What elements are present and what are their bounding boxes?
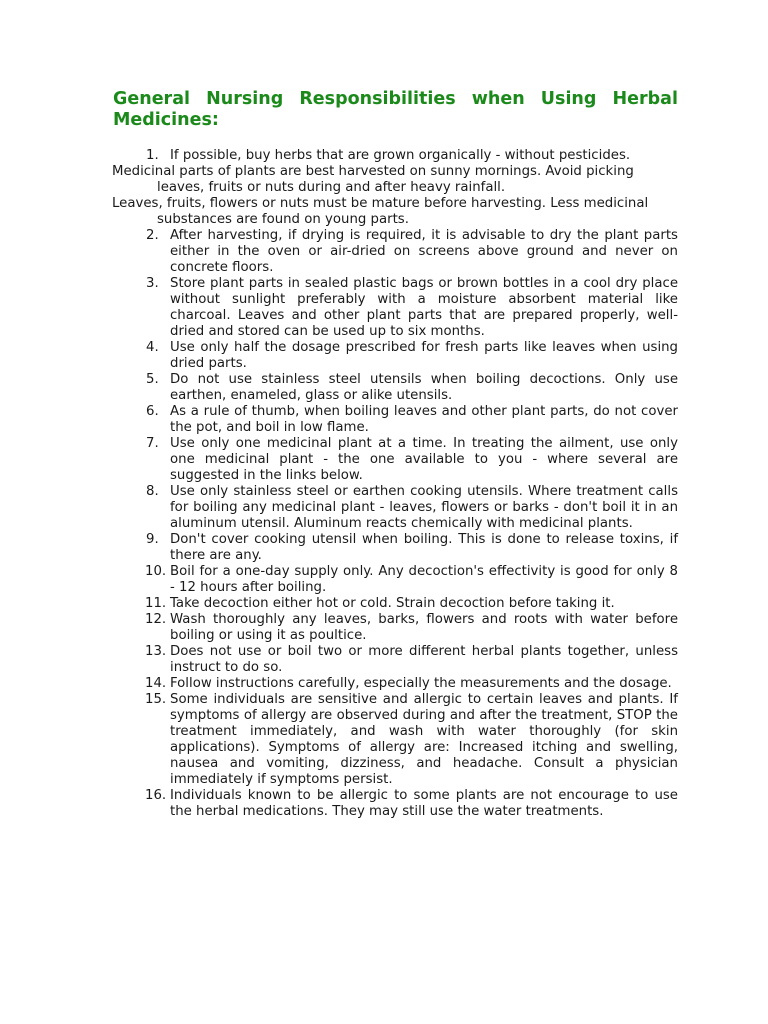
list-item [113, 596, 678, 612]
list-item-number: 13. [145, 644, 167, 659]
paragraph: Leaves, fruits, flowers or nuts must be mature before harvesting. Less medicinal substances are found on young parts. [112, 196, 649, 227]
list-item [113, 692, 678, 788]
list-item-text: Use only half the dosage prescribed for fresh parts like leaves when using dried parts. [170, 340, 678, 371]
list-item-number: 3. [146, 276, 159, 291]
list-item [113, 404, 678, 436]
list-item-text: Does not use or boil two or more different herbal plants together, unless instruct to do so. [170, 644, 678, 675]
list-item [113, 148, 678, 164]
list-item [113, 564, 678, 596]
list-item [113, 372, 678, 404]
list-item [113, 644, 678, 676]
list-item [113, 228, 678, 276]
list-item-number: 9. [146, 532, 159, 547]
list-item-number: 11. [145, 596, 167, 611]
list-item-text: Use only one medicinal plant at a time. In treating the ailment, use only one medicinal plant - the one available to you - where several are suggested in the links below. [170, 436, 678, 483]
list-item-number: 8. [146, 484, 159, 499]
list-item-number: 16. [145, 788, 167, 803]
list-item [113, 788, 678, 820]
list-item-text: Use only stainless steel or earthen cooking utensils. Where treatment calls for boiling any medicinal plant - leaves, flowers or barks - don't boil it in an aluminum utensil. Aluminum reacts chemically with medicinal plants. [170, 484, 678, 531]
list-item-number: 7. [146, 436, 159, 451]
list-item-number: 1. [146, 148, 159, 163]
paragraph: Medicinal parts of plants are best harvested on sunny mornings. Avoid picking leaves, fruits or nuts during and after heavy rainfall. [112, 164, 634, 195]
list-item [113, 676, 678, 692]
list-item-text: Follow instructions carefully, especially the measurements and the dosage. [170, 676, 672, 691]
list-item [113, 436, 678, 484]
list-item-number: 10. [145, 564, 167, 579]
list-item-number: 15. [145, 692, 167, 707]
list-item-text: Wash thoroughly any leaves, barks, flowers and roots with water before boiling or using it as poultice. [170, 612, 678, 643]
list-item-text: Take decoction either hot or cold. Strain decoction before taking it. [170, 596, 615, 611]
list-item [113, 532, 678, 564]
list-item-number: 5. [146, 372, 159, 387]
list-item-text: Individuals known to be allergic to some plants are not encourage to use the herbal medications. They may still use the water treatments. [170, 788, 678, 819]
list-item [113, 340, 678, 372]
list-item-text: Some individuals are sensitive and allergic to certain leaves and plants. If symptoms of allergy are observed during and after the treatment, STOP the treatment immediately, and wash with water thoroughly (for skin applications). Symptoms of allergy are: Increased itching and swelling, nausea and vomiting, dizziness, and headache. Consult a physician immediately if symptoms persist. [170, 692, 678, 787]
list-item-text: If possible, buy herbs that are grown organically - without pesticides. [170, 148, 631, 163]
list-item-text: As a rule of thumb, when boiling leaves and other plant parts, do not cover the pot, and boil in low flame. [170, 404, 678, 435]
list-item [113, 484, 678, 532]
numbered-list [113, 228, 678, 820]
list-item-number: 12. [145, 612, 167, 627]
document-body [113, 148, 678, 820]
page-title: General Nursing Responsibilities when Using Herbal Medicines: [113, 89, 678, 130]
list-item-text: Boil for a one-day supply only. Any decoction's effectivity is good for only 8 - 12 hours after boiling. [170, 564, 678, 595]
list-item-number: 4. [146, 340, 159, 355]
list-item-number: 14. [145, 676, 167, 691]
list-item-text: Store plant parts in sealed plastic bags or brown bottles in a cool dry place without sunlight preferably with a moisture absorbent material like charcoal. Leaves and other plant parts that are prepared properly, well-dried and stored can be used up to six months. [170, 276, 678, 339]
list-item-number: 2. [146, 228, 159, 243]
list-item [113, 276, 678, 340]
list-item-text: Do not use stainless steel utensils when boiling decoctions. Only use earthen, enameled, glass or alike utensils. [170, 372, 678, 403]
list-item-number: 6. [146, 404, 159, 419]
list-item-text: Don't cover cooking utensil when boiling. This is done to release toxins, if there are any. [170, 532, 678, 563]
list-item [113, 612, 678, 644]
list-item-text: After harvesting, if drying is required, it is advisable to dry the plant parts either in the oven or air-dried on screens above ground and never on concrete floors. [170, 228, 678, 275]
